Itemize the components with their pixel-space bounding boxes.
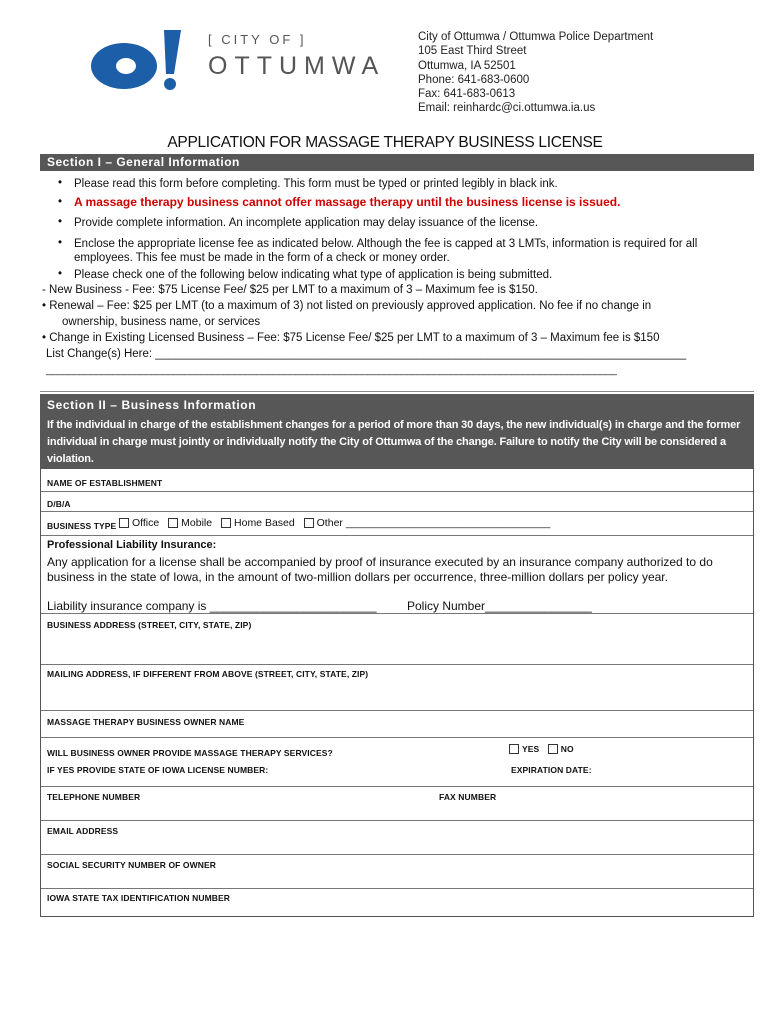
bullet-icon: • [58, 237, 63, 249]
option-new-business: - New Business - Fee: $75 License Fee/ $25 per LMT to a maximum of 3 – Maximum fee is $150. [42, 284, 538, 296]
bullet-icon: • [58, 177, 63, 189]
other-blank[interactable]: ___________________________________ [345, 517, 551, 529]
no-checkbox[interactable] [548, 744, 558, 754]
establishment-name-label: NAME OF ESTABLISHMENT [47, 478, 163, 488]
mobile-label: Mobile [181, 517, 213, 529]
policy-number-field[interactable]: Policy Number________________ [407, 599, 592, 613]
yes-checkbox[interactable] [509, 744, 519, 754]
bullet-icon: • [58, 216, 63, 228]
mobile-checkbox[interactable] [168, 518, 178, 528]
instruction-bullet: Provide complete information. An incomplete application may delay issuance of the license. [74, 217, 539, 229]
option-renewal: • Renewal – Fee: $25 per LMT (to a maximum of 3) not listed on previously approved application. No fee if no change in [42, 300, 652, 312]
home-based-checkbox[interactable] [221, 518, 231, 528]
dba-label: D/B/A [47, 499, 71, 509]
liability-company-field[interactable]: Liability insurance company is _________________________ [47, 599, 377, 613]
section2-heading-block [40, 394, 754, 468]
mailing-address-label: MAILING ADDRESS, IF DIFFERENT FROM ABOVE (STREET, CITY, STATE, ZIP) [47, 669, 369, 679]
contact-line: Fax: 641-683-0613 [418, 88, 516, 101]
liability-text: Any application for a license shall be accompanied by proof of insurance executed by an insurance company authorized to do business in the state of Iowa, in the amount of two-million dollars per occurrence, three-million dollars per policy year. [47, 555, 713, 584]
o-exclamation-logo-icon [88, 28, 198, 92]
ssn-row[interactable] [41, 855, 753, 889]
license-number-label: IF YES PROVIDE STATE OF IOWA LICENSE NUMBER: [47, 765, 269, 775]
yes-no-options [503, 744, 574, 754]
logo-city-of: [ CITY OF ] [208, 32, 307, 47]
bullet-icon: • [58, 268, 63, 280]
fax-label: FAX NUMBER [439, 792, 497, 802]
contact-line: 105 East Third Street [418, 45, 527, 58]
contact-email: Email: reinhardc@ci.ottumwa.ia.us [418, 102, 596, 115]
owner-services-label: WILL BUSINESS OWNER PROVIDE MASSAGE THERAPY SERVICES? [47, 748, 333, 758]
instruction-bullet: Please read this form before completing. This form must be typed or printed legibly in black ink. [74, 178, 558, 190]
list-changes-field[interactable]: List Change(s) Here: ___________________________________________________________________________________ [46, 348, 687, 360]
list-changes-line[interactable]: _______________________________________________________________________________________________________ [46, 364, 617, 376]
business-type-row [41, 511, 753, 536]
liability-title: Professional Liability Insurance: [47, 539, 217, 551]
section2-heading: Section II – Business Information [47, 398, 257, 412]
establishment-name-row[interactable] [41, 469, 753, 492]
city-logo [88, 28, 388, 92]
tax-id-row[interactable] [41, 889, 753, 916]
business-type-options [113, 517, 550, 529]
home-based-label: Home Based [234, 517, 295, 529]
bullet-icon: • [58, 196, 63, 208]
option-renewal-cont: ownership, business name, or services [62, 316, 261, 328]
other-label: Other [316, 517, 343, 529]
business-type-label: BUSINESS TYPE [47, 521, 117, 531]
contact-line: City of Ottumwa / Ottumwa Police Department [418, 31, 654, 43]
yes-label: YES [522, 744, 540, 754]
contact-line: Ottumwa, IA 52501 [418, 59, 516, 72]
other-checkbox[interactable] [304, 518, 314, 528]
ssn-label: SOCIAL SECURITY NUMBER OF OWNER [47, 860, 217, 870]
business-info-form [40, 468, 754, 917]
warning-bullet: A massage therapy business cannot offer massage therapy until the business license is issued. [74, 195, 621, 209]
phone-fax-row[interactable] [41, 787, 753, 821]
office-checkbox[interactable] [119, 518, 129, 528]
owner-name-label: MASSAGE THERAPY BUSINESS OWNER NAME [47, 717, 245, 727]
contact-block [418, 30, 653, 116]
owner-name-row[interactable] [41, 711, 753, 738]
business-address-row[interactable] [41, 613, 753, 665]
contact-line: Phone: 641-683-0600 [418, 73, 530, 86]
section1-heading: Section I – General Information [40, 154, 754, 171]
tax-id-label: IOWA STATE TAX IDENTIFICATION NUMBER [47, 893, 231, 903]
option-change: • Change in Existing Licensed Business – Fee: $75 License Fee/ $25 per LMT to a maximum of 3 – Maximum fee is $150 [42, 332, 660, 344]
expiration-date-label: EXPIRATION DATE: [511, 765, 592, 775]
section-divider [40, 391, 754, 392]
instruction-bullet: Please check one of the following below indicating what type of application is being submitted. [74, 269, 553, 281]
business-address-label: BUSINESS ADDRESS (STREET, CITY, STATE, ZIP) [47, 620, 252, 630]
telephone-label: TELEPHONE NUMBER [47, 792, 141, 802]
email-label: EMAIL ADDRESS [47, 826, 119, 836]
document-title: APPLICATION FOR MASSAGE THERAPY BUSINESS LICENSE [167, 134, 603, 151]
logo-ottumwa: OTTUMWA [208, 52, 386, 80]
instruction-bullet: Enclose the appropriate license fee as indicated below. Although the fee is capped at 3 LMTs, information is required for all employees. This fee must be made in the form of a check or money order. [74, 238, 698, 264]
section2-note: If the individual in charge of the establishment changes for a period of more than 30 days, the new individual(s) in charge and the former individual in charge must jointly or individually notify the City of Ottumwa of the change. Failure to notify the City will be considered a violation. [47, 419, 741, 465]
dba-row[interactable] [41, 491, 753, 512]
owner-services-row [41, 738, 753, 787]
mailing-address-row[interactable] [41, 664, 753, 711]
email-row[interactable] [41, 821, 753, 855]
no-label: NO [560, 744, 574, 754]
office-label: Office [132, 517, 160, 529]
